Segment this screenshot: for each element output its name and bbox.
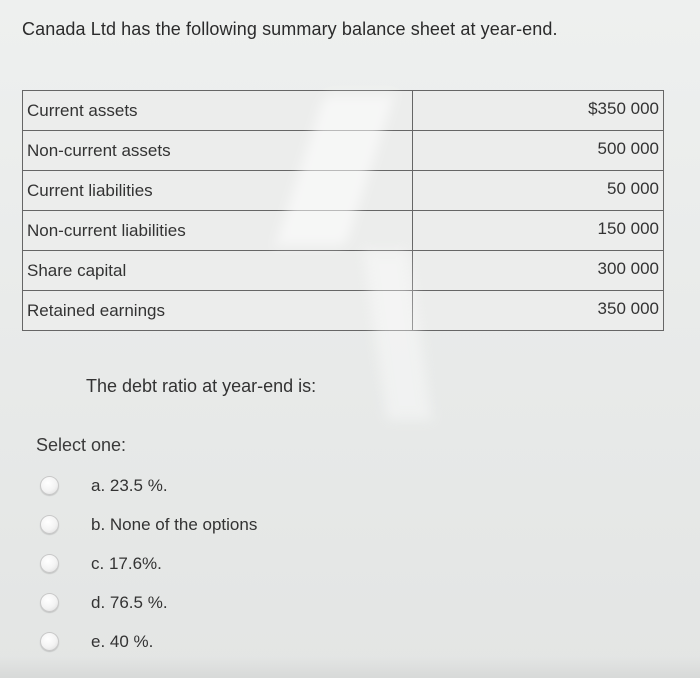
answer-options (40, 466, 257, 661)
table-row (23, 291, 664, 331)
row-value: $350 000 (413, 91, 664, 131)
table-row (23, 171, 664, 211)
row-label: Non-current assets (23, 131, 413, 171)
radio-button-icon[interactable] (40, 632, 59, 651)
option-label: e. 40 %. (91, 631, 154, 651)
table-row (23, 91, 664, 131)
radio-button-icon[interactable] (40, 554, 59, 573)
row-label: Retained earnings (23, 291, 413, 331)
answer-option-d[interactable] (40, 583, 257, 622)
question-prompt: The debt ratio at year-end is: (86, 376, 317, 396)
radio-button-icon[interactable] (40, 476, 59, 495)
row-value: 50 000 (413, 171, 664, 211)
answer-option-c[interactable] (40, 544, 257, 583)
option-label: b. None of the options (91, 514, 258, 534)
row-label: Share capital (23, 251, 413, 291)
row-value: 500 000 (413, 131, 664, 171)
row-label: Non-current liabilities (23, 211, 413, 251)
table-row (23, 131, 664, 171)
option-label: d. 76.5 %. (91, 592, 168, 612)
answer-option-a[interactable] (40, 466, 257, 505)
option-label: c. 17.6%. (91, 553, 162, 573)
option-label: a. 23.5 %. (91, 475, 168, 495)
row-value: 300 000 (413, 251, 664, 291)
balance-sheet-table (22, 90, 664, 331)
radio-button-icon[interactable] (40, 515, 59, 534)
row-value: 350 000 (413, 291, 664, 331)
row-value: 150 000 (413, 211, 664, 251)
row-label: Current assets (23, 91, 413, 131)
question-title: Canada Ltd has the following summary balance sheet at year-end. (22, 19, 558, 39)
table-row (23, 251, 664, 291)
select-one-label: Select one: (36, 435, 127, 455)
radio-button-icon[interactable] (40, 593, 59, 612)
row-label: Current liabilities (23, 171, 413, 211)
page-bottom-edge (0, 656, 700, 678)
table-row (23, 211, 664, 251)
answer-option-b[interactable] (40, 505, 257, 544)
